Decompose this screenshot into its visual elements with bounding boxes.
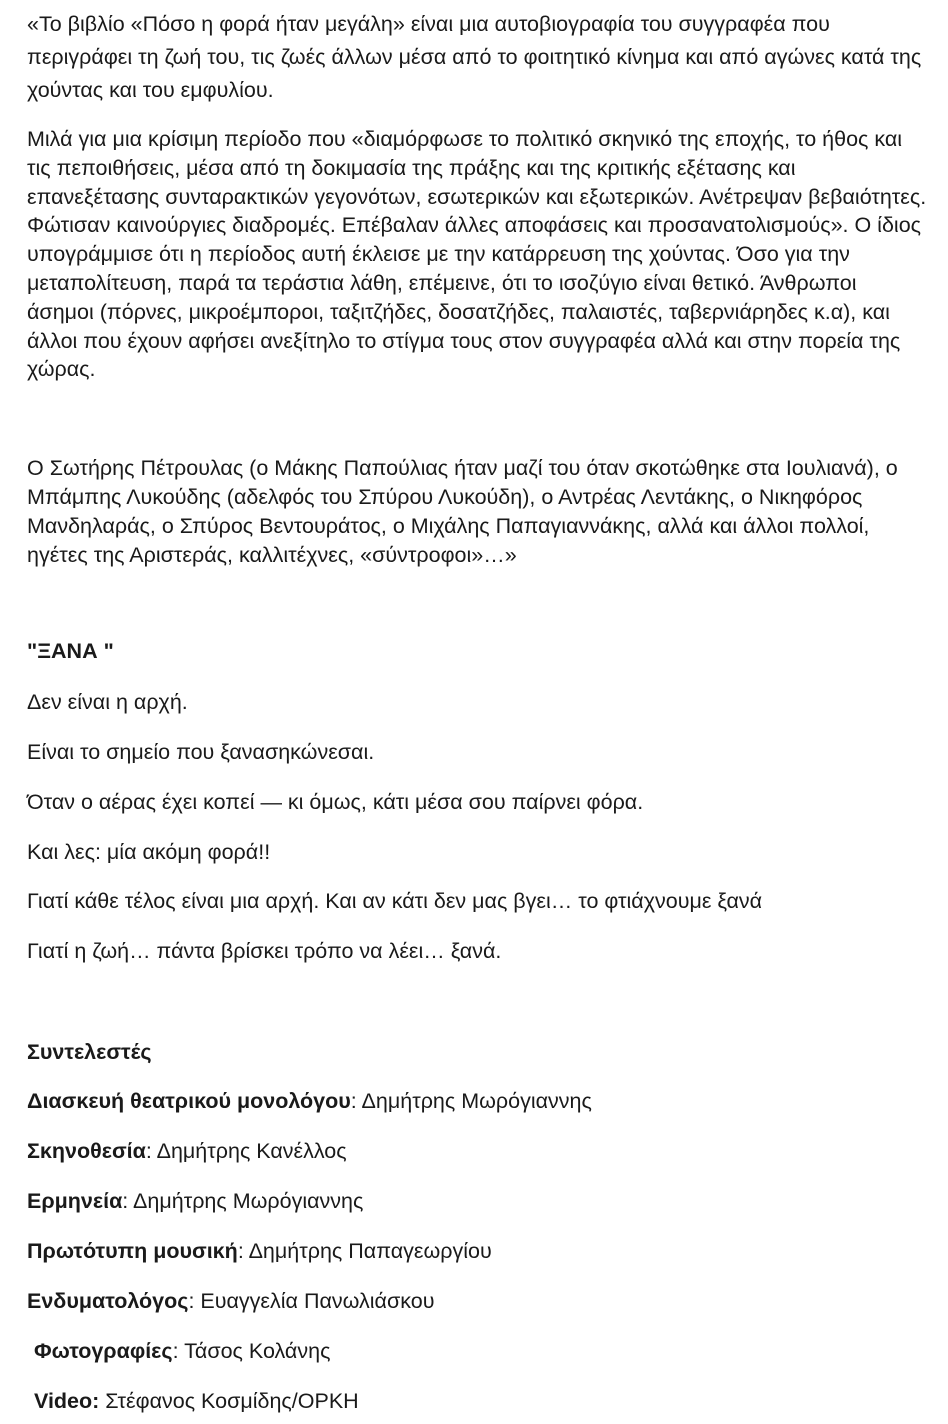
credit-row [27, 1287, 434, 1315]
credit-name: : Ευαγγελία Πανωλιάσκου [188, 1289, 435, 1313]
credit-name: : Δημήτρης Μωρόγιαννης [122, 1189, 364, 1213]
credit-row [27, 1187, 363, 1215]
poem-line: Γιατί κάθε τέλος είναι μια αρχή. Και αν κάτι δεν μας βγει… το φτιάχνουμε ξανά [27, 889, 763, 913]
credit-name: : Δημήτρης Κανέλλος [145, 1139, 347, 1163]
period-paragraph: Μιλά για μια κρίσιμη περίοδο που «διαμόρφωσε το πολιτικό σκηνικό της εποχής, το ήθος και τις πεποιθήσεις, μέσα από τη δοκιμασία της πράξης και της κριτικής εξέτασης και επανεξέτασης συνταρακτικών γεγονότων, εσωτερικών και εξωτερικών. Ανέτρεψαν βεβαιότητες. Φώτισαν καινούργιες διαδρομές. Επέβαλαν άλλες αποφάσεις και προσανατολισμούς». Ο ίδιος υπογράμμισε ότι η περίοδος αυτή έκλεισε με την κατάρρευση της χούντας. Όσο για την μεταπολίτευση, παρά τα τεράστια λάθη, επέμεινε, ότι το ισοζύγιο είναι θετικό. Άνθρωποι άσημοι (πόρνες, μικροέμποροι, ταξιτζήδες, δοσατζήδες, παλαιστές, ταβερνιάρηδες κ.α), και άλλοι που έχουν αφήσει ανεξίτηλο το στίγμα τους στον συγγραφέα αλλά και στην πορεία της χώρας. [27, 127, 927, 382]
credit-row [34, 1387, 359, 1415]
intro-paragraph: «Το βιβλίο «Πόσο η φορά ήταν μεγάλη» είναι μια αυτοβιογραφία του συγγραφέα που περιγράφει τη ζωή του, τις ζωές άλλων μέσα από το φοιτητικό κίνημα και από αγώνες κατά της χούντας και του εμφυλίου. [27, 12, 922, 102]
credit-row [34, 1337, 330, 1365]
poem-line: Γιατί η ζωή… πάντα βρίσκει τρόπο να λέει… ξανά. [27, 939, 502, 963]
credit-name: Στέφανος Κοσμίδης/ΟΡΚΗ [99, 1389, 359, 1413]
credit-role: Διασκευή θεατρικού μονολόγου [27, 1089, 351, 1113]
credit-row [27, 1137, 347, 1165]
credit-name: : Δημήτρης Μωρόγιαννης [350, 1089, 592, 1113]
credits-heading: Συντελεστές [27, 1040, 152, 1064]
credit-name: : Δημήτρης Παπαγεωργίου [237, 1239, 492, 1263]
credit-role: Ενδυματολόγος [27, 1289, 189, 1313]
poem-title: "ΞΑΝΑ " [27, 639, 114, 663]
credit-row [27, 1237, 492, 1265]
poem-line: Όταν ο αέρας έχει κοπεί — κι όμως, κάτι μέσα σου παίρνει φόρα. [27, 790, 644, 814]
credit-role: Φωτογραφίες [34, 1339, 173, 1363]
people-paragraph: Ο Σωτήρης Πέτρουλας (ο Μάκης Παπούλιας ήταν μαζί του όταν σκοτώθηκε στα Ιουλιανά), ο Μπάμπης Λυκούδης (αδελφός του Σπύρου Λυκούδη), ο Αντρέας Λεντάκης, ο Νικηφόρος Μανδηλαράς, ο Σπύρος Βεντουράτος, ο Μιχάλης Παπαγιαννάκης, αλλά και άλλοι πολλοί, ηγέτες της Αριστεράς, καλλιτέχνες, «σύντροφοι»…» [27, 456, 898, 567]
poem-line: Δεν είναι η αρχή. [27, 690, 188, 714]
poem-line: Είναι το σημείο που ξανασηκώνεσαι. [27, 740, 375, 764]
credit-role: Ερμηνεία [27, 1189, 123, 1213]
credit-role: Πρωτότυπη μουσική [27, 1239, 238, 1263]
poem-line: Και λες: μία ακόμη φορά!! [27, 840, 271, 864]
credit-role: Σκηνοθεσία [27, 1139, 146, 1163]
credit-name: : Τάσος Κολάνης [172, 1339, 331, 1363]
credit-role: Video: [34, 1389, 100, 1413]
credit-row [27, 1087, 592, 1115]
